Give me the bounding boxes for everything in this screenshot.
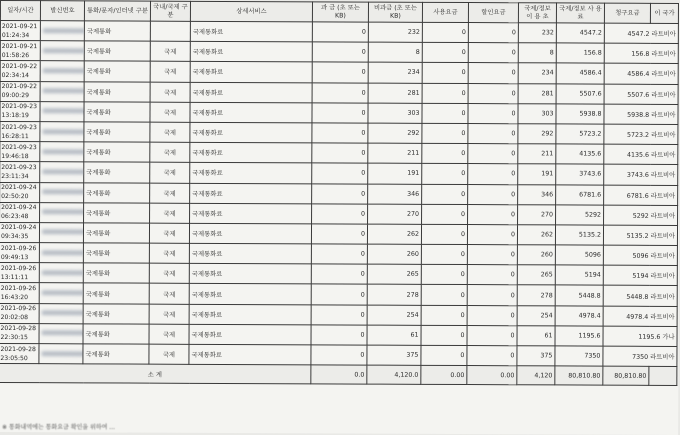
call-type-cell: 국제통화 (84, 182, 150, 202)
amount-cell: 0 (312, 163, 368, 183)
usage-fee-cell: 0 (422, 184, 468, 204)
intl-usage-cell: 375 (517, 346, 555, 366)
discount-cell: 0 (467, 224, 517, 244)
billed-cell: 4135.6 라트비아 (604, 144, 678, 165)
usage-fee-cell: 0 (421, 305, 467, 325)
phone-cell (40, 162, 84, 182)
call-date: 2021-09-24 (1, 204, 37, 212)
intl-amount-cell: 4547.2 (556, 23, 604, 43)
call-time: 06:23:48 (1, 213, 29, 221)
domestic-intl-cell: 국제 (150, 62, 190, 82)
subtotal-usage-fee: 0.00 (421, 366, 467, 385)
billed-cell: 4586.4 라트비아 (604, 64, 678, 85)
datetime-cell (0, 202, 40, 222)
call-date: 2021-09-23 (1, 103, 37, 111)
datetime-cell (0, 121, 40, 141)
service-cell: 국제통화료 (189, 324, 311, 345)
datetime-cell (0, 21, 40, 41)
call-type-cell: 국제통화 (84, 61, 150, 81)
discount-cell: 0 (468, 43, 518, 63)
datetime-cell (0, 142, 40, 162)
col-header: 비과금 (초 또는 KB) (368, 2, 422, 22)
datetime-cell (0, 283, 39, 303)
redacted-phone-number (43, 28, 85, 33)
service-cell: 국제통화료 (189, 284, 311, 305)
phone-cell (40, 61, 84, 81)
intl-usage-cell: 281 (518, 83, 556, 103)
nonbilled-cell: 375 (367, 345, 421, 365)
intl-amount-cell: 5096 (555, 245, 603, 265)
call-time: 02:50:20 (1, 193, 29, 201)
call-date: 2021-09-28 (0, 345, 36, 353)
call-type-cell: 국제통화 (84, 162, 150, 182)
discount-cell: 0 (468, 204, 518, 224)
amount-cell: 0 (312, 22, 368, 42)
call-type-cell: 국제통화 (84, 21, 150, 41)
footnote-text: ※ 통화내역에는 통화요금 확인을 위하여 ... (2, 424, 116, 431)
call-time: 09:34:35 (0, 233, 29, 241)
call-type-cell: 국제통화 (83, 303, 149, 323)
subtotal-row (0, 364, 677, 386)
domestic-intl-cell: 국제 (150, 122, 190, 142)
datetime-cell (0, 41, 40, 61)
redacted-phone-number (43, 48, 85, 53)
phone-cell (39, 243, 83, 263)
call-time: 09:00:29 (1, 92, 29, 100)
datetime-cell (0, 343, 39, 363)
nonbilled-cell: 292 (368, 123, 422, 143)
discount-cell: 0 (468, 23, 518, 43)
redacted-phone-number (42, 149, 84, 154)
intl-usage-cell: 292 (518, 124, 556, 144)
redacted-phone-number (42, 209, 84, 214)
datetime-cell (0, 303, 39, 323)
service-cell: 국제통화료 (190, 62, 312, 83)
usage-fee-cell: 0 (422, 103, 468, 123)
service-cell: 국제통화료 (190, 21, 312, 42)
service-cell: 국제통화료 (189, 223, 311, 244)
call-time: 13:11:11 (0, 273, 29, 281)
usage-fee-cell: 0 (422, 43, 468, 63)
call-date: 2021-09-22 (1, 83, 38, 91)
usage-fee-cell: 0 (421, 285, 467, 305)
call-type-cell: 국제통화 (83, 263, 149, 283)
domestic-intl-cell: 국제 (149, 344, 189, 364)
intl-usage-cell: 254 (517, 305, 555, 325)
datetime-cell (0, 222, 40, 242)
redacted-phone-number (42, 290, 84, 295)
usage-fee-cell: 0 (421, 244, 467, 264)
usage-fee-cell: 0 (422, 143, 468, 163)
datetime-cell (0, 61, 40, 81)
redacted-phone-number (42, 129, 84, 134)
call-type-cell: 국제통화 (84, 203, 150, 223)
call-time: 13:18:19 (1, 112, 29, 120)
domestic-intl-cell: 국제 (149, 304, 189, 324)
intl-amount-cell: 5292 (556, 205, 604, 225)
col-header: 통화/문자/인터넷 구분 (84, 1, 150, 21)
intl-amount-cell: 4586.4 (556, 63, 604, 83)
nonbilled-cell: 270 (368, 204, 422, 224)
call-date: 2021-09-21 (1, 22, 38, 30)
usage-fee-cell: 0 (422, 22, 468, 42)
intl-usage-cell: 211 (518, 144, 556, 164)
call-time: 01:58:26 (1, 51, 30, 59)
domestic-intl-cell: 국제 (150, 203, 190, 223)
call-type-cell: 국제통화 (84, 122, 150, 142)
intl-amount-cell: 156.8 (556, 43, 604, 63)
amount-cell: 0 (311, 345, 367, 365)
phone-cell (40, 142, 84, 162)
call-type-cell: 국제통화 (83, 283, 149, 303)
intl-amount-cell: 5194 (555, 265, 603, 285)
call-date: 2021-09-21 (1, 42, 38, 50)
amount-cell: 0 (312, 183, 368, 203)
nonbilled-cell: 281 (368, 83, 422, 103)
call-type-cell: 국제통화 (84, 81, 150, 101)
service-cell: 국제통화료 (189, 264, 311, 285)
usage-fee-cell: 0 (421, 345, 467, 365)
datetime-cell (0, 263, 39, 283)
call-time: 22:30:15 (0, 334, 28, 342)
amount-cell: 0 (311, 325, 367, 345)
call-type-cell: 국제통화 (83, 243, 149, 263)
subtotal-discount: 0.00 (467, 366, 517, 385)
usage-fee-cell: 0 (422, 164, 468, 184)
usage-fee-cell: 0 (422, 204, 468, 224)
phone-cell (39, 263, 83, 283)
call-date: 2021-09-23 (1, 163, 37, 172)
col-header: 할인요금 (468, 3, 518, 23)
discount-cell: 0 (467, 285, 517, 305)
subtotal-label: 소 계 (0, 364, 311, 384)
amount-cell: 0 (312, 42, 368, 62)
intl-usage-cell: 278 (517, 285, 555, 305)
domestic-intl-cell: 국제 (149, 243, 189, 263)
billed-cell: 4978.4 라트비아 (603, 306, 677, 327)
intl-usage-cell: 61 (517, 326, 555, 346)
call-type-cell: 국제통화 (83, 344, 149, 364)
amount-cell: 0 (312, 82, 368, 102)
billed-cell: 5292 라트비아 (604, 205, 678, 226)
amount-cell: 0 (312, 103, 368, 123)
phone-cell (39, 323, 83, 343)
call-type-cell: 국제통화 (84, 41, 150, 61)
intl-usage-cell: 346 (518, 184, 556, 204)
phone-cell (39, 303, 83, 323)
discount-cell: 0 (467, 245, 517, 265)
billed-cell: 5507.6 라트비아 (604, 84, 678, 105)
billed-cell: 5723.2 라트비아 (604, 124, 678, 145)
redacted-phone-number (43, 88, 85, 93)
amount-cell: 0 (312, 123, 368, 143)
service-cell: 국제통화료 (190, 122, 312, 143)
phone-cell (39, 283, 83, 303)
service-cell: 국제통화료 (189, 243, 311, 264)
call-date: 2021-09-24 (0, 224, 37, 232)
subtotal-extra (649, 367, 677, 386)
col-header: 국제/정보 사 용 료 (556, 3, 604, 23)
intl-amount-cell: 5507.6 (556, 83, 604, 103)
intl-amount-cell: 3743.6 (556, 164, 604, 184)
call-time: 09:49:13 (0, 253, 29, 261)
amount-cell: 0 (311, 224, 367, 244)
phone-cell (40, 202, 84, 222)
intl-amount-cell: 5938.8 (556, 104, 604, 124)
phone-cell (39, 344, 83, 364)
phone-cell (40, 41, 84, 61)
col-header: 과 금 (초 또는 KB) (312, 2, 368, 22)
domestic-intl-cell (150, 21, 190, 41)
nonbilled-cell: 262 (367, 224, 421, 244)
datetime-cell (0, 243, 39, 263)
service-cell: 국제통화료 (190, 163, 312, 184)
intl-amount-cell: 1195.6 (555, 326, 603, 346)
amount-cell: 0 (312, 143, 368, 163)
datetime-cell (0, 162, 40, 182)
domestic-intl-cell: 국제 (150, 102, 190, 122)
intl-amount-cell: 5448.8 (555, 285, 603, 305)
discount-cell: 0 (468, 164, 518, 184)
nonbilled-cell: 265 (367, 264, 421, 284)
redacted-phone-number (43, 68, 85, 73)
billed-cell: 4547.2 라트비아 (604, 23, 678, 44)
call-time: 23:11:34 (1, 172, 29, 181)
service-cell: 국제통화료 (189, 304, 311, 325)
phone-cell (40, 21, 84, 41)
discount-cell: 0 (467, 305, 517, 325)
call-date: 2021-09-26 (0, 285, 37, 293)
intl-usage-cell: 265 (517, 265, 555, 285)
datetime-cell (0, 323, 39, 343)
discount-cell: 0 (468, 123, 518, 143)
usage-fee-cell: 0 (421, 325, 467, 345)
nonbilled-cell: 303 (368, 103, 422, 123)
call-date: 2021-09-28 (0, 325, 37, 333)
amount-cell: 0 (311, 264, 367, 284)
call-time: 16:28:11 (1, 132, 29, 140)
discount-cell: 0 (468, 63, 518, 83)
usage-fee-cell: 0 (422, 63, 468, 83)
discount-cell: 0 (468, 144, 518, 164)
intl-amount-cell: 5135.2 (555, 225, 603, 245)
discount-cell: 0 (468, 83, 518, 103)
call-time: 16:43:20 (0, 294, 29, 302)
phone-cell (39, 223, 83, 243)
billed-cell: 3743.6 라트비아 (604, 164, 678, 185)
call-type-cell: 국제통화 (84, 102, 150, 122)
phone-cell (40, 122, 84, 142)
subtotal-intl-amount: 80,810.80 (555, 366, 603, 385)
nonbilled-cell: 191 (368, 163, 422, 183)
redacted-phone-number (42, 270, 84, 275)
discount-cell: 0 (467, 265, 517, 285)
billed-cell: 1195.6 가나 (603, 326, 677, 347)
usage-fee-cell: 0 (421, 224, 467, 244)
service-cell: 국제통화료 (189, 344, 311, 365)
datetime-cell (0, 182, 40, 202)
usage-fee-cell: 0 (421, 265, 467, 285)
nonbilled-cell: 278 (367, 285, 421, 305)
intl-usage-cell: 260 (517, 245, 555, 265)
billed-cell: 5135.2 라트비아 (603, 225, 677, 246)
redacted-phone-number (42, 189, 84, 194)
domestic-intl-cell: 국제 (150, 41, 190, 61)
intl-amount-cell: 6781.6 (556, 184, 604, 204)
phone-cell (40, 182, 84, 202)
subtotal-billed: 80,810.80 (603, 366, 649, 385)
intl-amount-cell: 4978.4 (555, 306, 603, 326)
nonbilled-cell: 260 (367, 244, 421, 264)
intl-amount-cell: 7350 (555, 346, 603, 366)
intl-usage-cell: 234 (518, 63, 556, 83)
phone-cell (40, 81, 84, 101)
discount-cell: 0 (468, 184, 518, 204)
call-time: 20:02:08 (0, 314, 29, 322)
usage-fee-cell: 0 (422, 83, 468, 103)
nonbilled-cell: 211 (368, 143, 422, 163)
amount-cell: 0 (311, 244, 367, 264)
phone-cell (40, 101, 84, 121)
domestic-intl-cell: 국제 (150, 183, 190, 203)
redacted-phone-number (43, 109, 85, 114)
col-header: 사용요금 (422, 2, 468, 22)
nonbilled-cell: 234 (368, 62, 422, 82)
intl-amount-cell: 5723.2 (556, 124, 604, 144)
amount-cell: 0 (312, 62, 368, 82)
col-header: 일자/시간 (0, 1, 40, 21)
intl-usage-cell: 8 (518, 43, 556, 63)
call-type-cell: 국제통화 (83, 223, 149, 243)
col-header: 발신번호 (40, 1, 84, 21)
service-cell: 국제통화료 (190, 82, 312, 103)
amount-cell: 0 (312, 204, 368, 224)
nonbilled-cell: 232 (368, 22, 422, 42)
billed-cell: 7350 라트비아 (603, 346, 677, 367)
call-date: 2021-09-23 (1, 143, 37, 151)
billed-cell: 5194 라트비아 (603, 265, 677, 286)
redacted-phone-number (42, 230, 84, 235)
billed-cell: 5448.8 라트비아 (603, 286, 677, 307)
billed-cell: 5096 라트비아 (603, 245, 677, 266)
call-type-cell: 국제통화 (83, 324, 149, 344)
service-cell: 국제통화료 (190, 42, 312, 63)
col-header: 상세서비스 (190, 1, 312, 22)
domestic-intl-cell: 국제 (149, 263, 189, 283)
billed-cell: 5938.8 라트비아 (604, 104, 678, 125)
col-header: 청구요금 (604, 3, 650, 23)
redacted-phone-number (42, 331, 84, 336)
call-date: 2021-09-24 (1, 184, 37, 192)
call-date: 2021-09-26 (0, 305, 37, 313)
domestic-intl-cell: 국제 (150, 162, 190, 182)
subtotal-intl-usage: 4,120 (517, 366, 555, 385)
intl-usage-cell: 232 (518, 23, 556, 43)
service-cell: 국제통화료 (190, 102, 312, 123)
amount-cell: 0 (311, 304, 367, 324)
service-cell: 국제통화료 (190, 203, 312, 224)
table-body (0, 21, 678, 367)
call-date: 2021-09-26 (0, 264, 37, 273)
billed-cell: 156.8 라트비아 (604, 43, 678, 64)
datetime-cell (0, 81, 40, 101)
service-cell: 국제통화료 (190, 142, 312, 163)
usage-fee-cell: 0 (422, 123, 468, 143)
subtotal-nonbilled: 4,120.0 (367, 365, 421, 384)
service-cell: 국제통화료 (190, 183, 312, 204)
redacted-phone-number (42, 310, 84, 315)
subtotal-amount: 0.0 (311, 365, 367, 384)
discount-cell: 0 (468, 103, 518, 123)
intl-amount-cell: 4135.6 (556, 144, 604, 164)
intl-usage-cell: 303 (518, 104, 556, 124)
domestic-intl-cell: 국제 (149, 284, 189, 304)
intl-usage-cell: 191 (518, 164, 556, 184)
nonbilled-cell: 61 (367, 325, 421, 345)
call-date: 2021-09-23 (1, 123, 37, 131)
redacted-phone-number (42, 169, 84, 174)
amount-cell: 0 (311, 284, 367, 304)
datetime-cell (0, 101, 40, 121)
col-header: 국내/국제 구분 (150, 1, 190, 21)
redacted-phone-number (42, 250, 84, 255)
call-date: 2021-09-26 (0, 244, 37, 252)
call-time: 01:24:34 (1, 31, 30, 39)
domestic-intl-cell: 국제 (149, 223, 189, 243)
call-time: 23:05:50 (0, 354, 28, 362)
nonbilled-cell: 8 (368, 42, 422, 62)
call-time: 19:46:18 (1, 152, 29, 160)
discount-cell: 0 (467, 325, 517, 345)
redacted-phone-number (41, 351, 83, 356)
discount-cell: 0 (467, 346, 517, 366)
intl-usage-cell: 270 (518, 204, 556, 224)
call-date: 2021-09-22 (1, 62, 38, 71)
nonbilled-cell: 254 (367, 305, 421, 325)
domestic-intl-cell: 국제 (149, 324, 189, 344)
call-time: 02:34:14 (1, 71, 30, 80)
nonbilled-cell: 346 (368, 184, 422, 204)
domestic-intl-cell: 국제 (150, 142, 190, 162)
col-header: 국제/정보 이 용 초 (518, 3, 556, 23)
col-header: 이 국가 (650, 3, 678, 23)
call-type-cell: 국제통화 (84, 142, 150, 162)
domestic-intl-cell: 국제 (150, 82, 190, 102)
intl-usage-cell: 262 (517, 225, 555, 245)
billed-cell: 6781.6 라트비아 (604, 185, 678, 206)
